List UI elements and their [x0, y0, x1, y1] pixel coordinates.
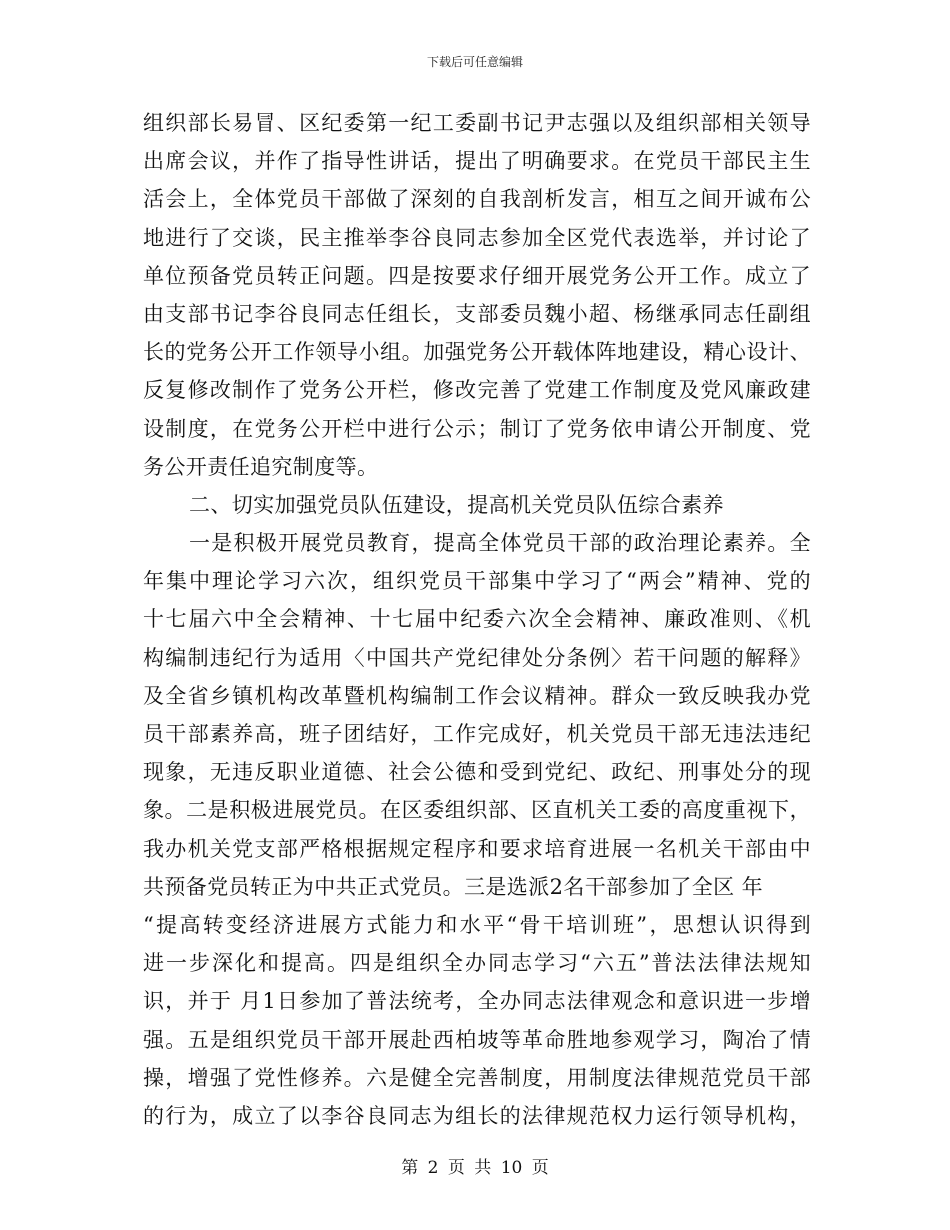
body-line: 现象，无违反职业道德、社会公德和受到党纪、政纪、刑事处分的现 [143, 760, 811, 785]
section-heading: 二、切实加强党员队伍建设，提高机关党员队伍综合素养 [189, 492, 724, 517]
body-line: 务公开责任追究制度等。 [143, 454, 379, 479]
body-line: 单位预备党员转正问题。四是按要求仔细开展党务公开工作。成立了 [143, 263, 811, 288]
body-line: 构编制违纪行为适用〈中国共产党纪律处分条例〉若干问题的解释》 [143, 645, 811, 670]
body-line: 强。五是组织党员干部开展赴西柏坡等革命胜地参观学习，陶冶了情 [143, 1027, 811, 1052]
page-header: 下载后可任意编辑 [426, 55, 523, 69]
body-line: 的行为，成立了以李谷良同志为组长的法律规范权力运行领导机构， [143, 1103, 811, 1128]
body-line: 设制度，在党务公开栏中进行公示；制订了党务依申请公开制度、党 [143, 416, 811, 441]
body-line: 由支部书记李谷良同志任组长，支部委员魏小超、杨继承同志任副组 [143, 301, 811, 326]
body-line: 操，增强了党性修养。六是健全完善制度，用制度法律规范党员干部 [143, 1065, 811, 1090]
body-line: 共预备党员转正为中共正式党员。三是选派2名干部参加了全区 年 [143, 874, 764, 899]
body-line: 十七届六中全会精神、十七届中纪委六次全会精神、廉政准则、《机 [143, 607, 811, 632]
body-line: 一是积极开展党员教育，提高全体党员干部的政治理论素养。全 [189, 531, 811, 556]
body-line: 年集中理论学习六次，组织党员干部集中学习了“两会”精神、党的 [143, 569, 811, 594]
body-line: 及全省乡镇机构改革暨机构编制工作会议精神。群众一致反映我办党 [143, 683, 811, 708]
body-line: 进一步深化和提高。四是组织全办同志学习“六五”普法法律法规知 [143, 951, 811, 976]
body-line: 长的党务公开工作领导小组。加强党务公开载体阵地建设，精心设计、 [143, 340, 811, 365]
body-line: 识，并于 月1日参加了普法统考，全办同志法律观念和意识进一步增 [143, 989, 811, 1014]
body-line: 出席会议，并作了指导性讲话，提出了明确要求。在党员干部民主生 [143, 149, 811, 174]
body-line: 象。二是积极进展党员。在区委组织部、区直机关工委的高度重视下， [143, 798, 811, 823]
body-line: 组织部长易冒、区纪委第一纪工委副书记尹志强以及组织部相关领导 [143, 111, 811, 135]
body-line: 员干部素养高，班子团结好，工作完成好，机关党员干部无违法违纪 [143, 722, 811, 746]
document-body [143, 104, 811, 1135]
body-line: “提高转变经济进展方式能力和水平“骨干培训班”，思想认识得到 [143, 912, 811, 937]
body-line: 我办机关党支部严格根据规定程序和要求培育进展一名机关干部由中 [143, 836, 811, 861]
body-line: 活会上，全体党员干部做了深刻的自我剖析发言，相互之间开诚布公 [143, 187, 811, 212]
body-line: 地进行了交谈，民主推举李谷良同志参加全区党代表选举，并讨论了 [143, 225, 811, 250]
page-number: 第 2 页 共 10 页 [401, 1158, 549, 1178]
body-line: 反复修改制作了党务公开栏，修改完善了党建工作制度及党风廉政建 [143, 378, 811, 403]
